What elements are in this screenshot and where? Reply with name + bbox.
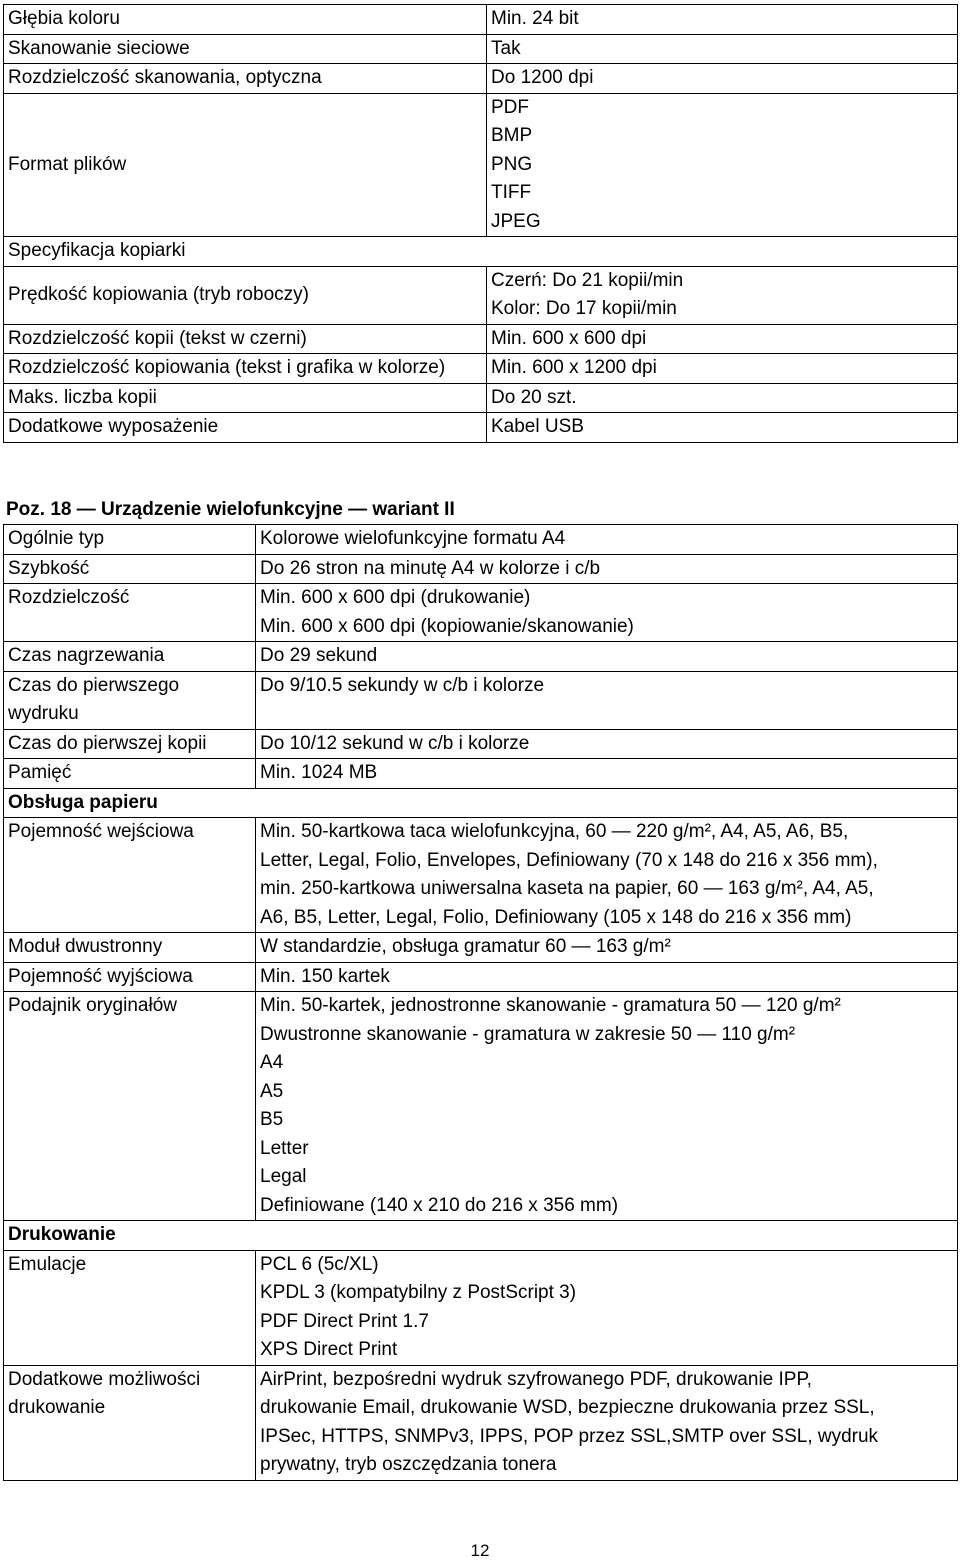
row-value: Min. 600 x 600 dpi (drukowanie) Min. 600 x 600 dpi (kopiowanie/skanowanie) <box>256 584 958 642</box>
row-value: PDF BMP PNG TIFF JPEG <box>487 93 958 237</box>
row-label: Szybkość <box>4 554 256 584</box>
table-row <box>4 93 958 237</box>
row-label: Specyfikacja kopiarki <box>4 237 958 267</box>
table-row <box>4 759 958 789</box>
table-row <box>4 383 958 413</box>
row-label: Podajnik oryginałów <box>4 992 256 1221</box>
table-row <box>4 324 958 354</box>
row-label: Dodatkowe wyposażenie <box>4 413 487 443</box>
table-row <box>4 354 958 384</box>
row-label: Moduł dwustronny <box>4 933 256 963</box>
row-label: Czas do pierwszego wydruku <box>4 671 256 729</box>
row-label: Pamięć <box>4 759 256 789</box>
table-row <box>4 992 958 1221</box>
row-label: Czas do pierwszej kopii <box>4 729 256 759</box>
row-label: Ogólnie typ <box>4 525 256 555</box>
row-value: W standardzie, obsługa gramatur 60 — 163 g/m² <box>256 933 958 963</box>
table-row <box>4 64 958 94</box>
row-value: PCL 6 (5c/XL) KPDL 3 (kompatybilny z PostScript 3) PDF Direct Print 1.7 XPS Direct Print <box>256 1250 958 1365</box>
table-row <box>4 554 958 584</box>
table-row <box>4 34 958 64</box>
row-value: Min. 50-kartkowa taca wielofunkcyjna, 60 — 220 g/m², A4, A5, A6, B5, Letter, Legal, Folio, Envelopes, Definiowany (70 x 148 do 216 x 356 mm), min. 250-kartkowa uniwersalna kaseta na papier, 60 — 163 g/m², A4, A5, A6, B5, Letter, Legal, Folio, Definiowany (105 x 148 do 216 x 356 mm) <box>256 818 958 933</box>
row-label: Emulacje <box>4 1250 256 1365</box>
row-label: Format plików <box>4 93 487 237</box>
row-label: Czas nagrzewania <box>4 642 256 672</box>
row-value: Do 26 stron na minutę A4 w kolorze i c/b <box>256 554 958 584</box>
row-label: Rozdzielczość <box>4 584 256 642</box>
row-label: Pojemność wyjściowa <box>4 962 256 992</box>
row-label: Rozdzielczość kopii (tekst w czerni) <box>4 324 487 354</box>
row-value: Kolorowe wielofunkcyjne formatu A4 <box>256 525 958 555</box>
table-row <box>4 413 958 443</box>
section-row-label: Obsługa papieru <box>4 788 958 818</box>
table-row <box>4 788 958 818</box>
page-number: 12 <box>470 1541 490 1560</box>
row-value: Tak <box>487 34 958 64</box>
row-value: Kabel USB <box>487 413 958 443</box>
table-row <box>4 642 958 672</box>
row-label: Prędkość kopiowania (tryb roboczy) <box>4 266 487 324</box>
row-value: Do 20 szt. <box>487 383 958 413</box>
table-row <box>4 237 958 267</box>
row-value: Do 10/12 sekund w c/b i kolorze <box>256 729 958 759</box>
row-value: Min. 1024 MB <box>256 759 958 789</box>
table-row <box>4 729 958 759</box>
table-row <box>4 584 958 642</box>
section-row-label: Drukowanie <box>4 1221 958 1251</box>
row-value: Do 9/10.5 sekundy w c/b i kolorze <box>256 671 958 729</box>
spec-table-item-18 <box>3 524 958 1481</box>
row-label: Głębia koloru <box>4 5 487 35</box>
table-row <box>4 525 958 555</box>
row-value: Czerń: Do 21 kopii/min Kolor: Do 17 kopii/min <box>487 266 958 324</box>
table-row <box>4 1250 958 1365</box>
row-label: Dodatkowe możliwości drukowanie <box>4 1365 256 1480</box>
spec-table-previous <box>3 4 958 443</box>
table-row <box>4 5 958 35</box>
row-value: Do 1200 dpi <box>487 64 958 94</box>
table-row <box>4 1221 958 1251</box>
row-value: Min. 50-kartek, jednostronne skanowanie - gramatura 50 — 120 g/m² Dwustronne skanowanie - gramatura w zakresie 50 — 110 g/m² A4 A5 B5 Letter Legal Definiowane (140 x 210 do 216 x 356 mm) <box>256 992 958 1221</box>
section-heading: Poz. 18 — Urządzenie wielofunkcyjne — wariant II <box>6 499 455 520</box>
row-value: Min. 150 kartek <box>256 962 958 992</box>
table-row <box>4 671 958 729</box>
table-row <box>4 933 958 963</box>
table-row <box>4 818 958 933</box>
row-label: Rozdzielczość skanowania, optyczna <box>4 64 487 94</box>
row-value: Do 29 sekund <box>256 642 958 672</box>
row-value: AirPrint, bezpośredni wydruk szyfrowanego PDF, drukowanie IPP, drukowanie Email, drukowanie WSD, bezpieczne drukowania przez SSL, IPSec, HTTPS, SNMPv3, IPPS, POP przez SSL,SMTP over SSL, wydruk prywatny, tryb oszczędzania tonera <box>256 1365 958 1480</box>
row-label: Skanowanie sieciowe <box>4 34 487 64</box>
table-row <box>4 1365 958 1480</box>
row-value: Min. 600 x 1200 dpi <box>487 354 958 384</box>
table-row <box>4 266 958 324</box>
row-value: Min. 600 x 600 dpi <box>487 324 958 354</box>
row-label: Rozdzielczość kopiowania (tekst i grafika w kolorze) <box>4 354 487 384</box>
row-value: Min. 24 bit <box>487 5 958 35</box>
row-label: Maks. liczba kopii <box>4 383 487 413</box>
row-label: Pojemność wejściowa <box>4 818 256 933</box>
table-row <box>4 962 958 992</box>
